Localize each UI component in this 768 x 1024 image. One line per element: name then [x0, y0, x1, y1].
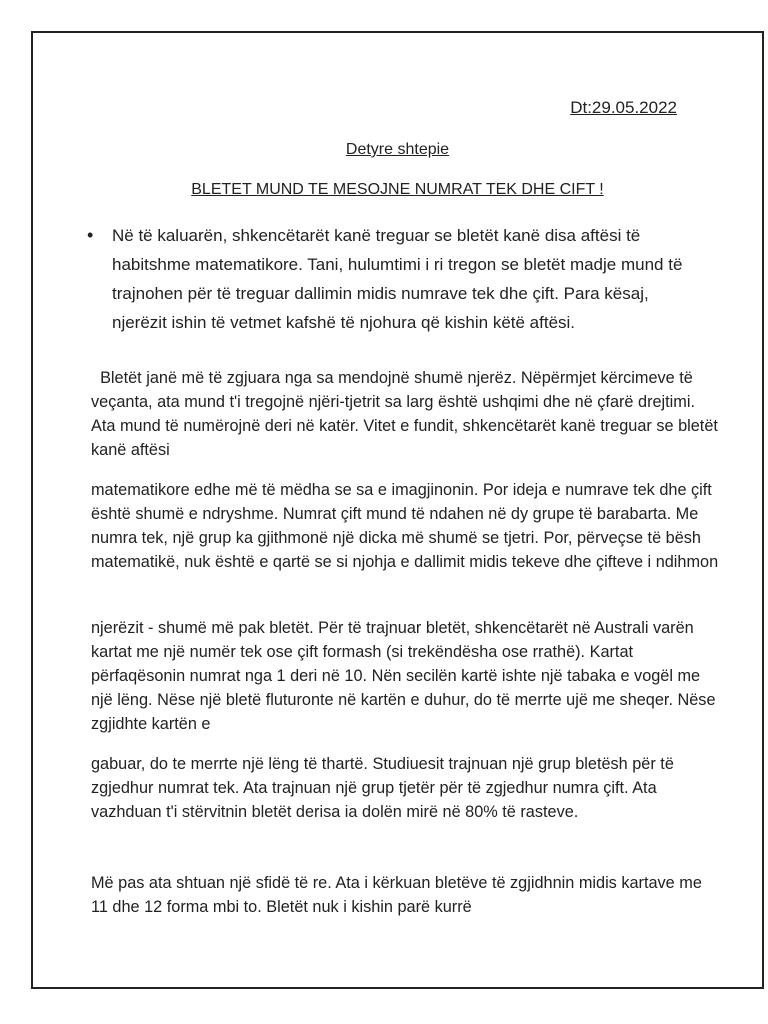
document-heading: Detyre shtepie — [345, 141, 450, 158]
document-date: Dt:29.05.2022 — [570, 98, 677, 117]
body-paragraph-4: gabuar, do te merrte një lëng të thartë. Studiuesit trajnuan një grup bletësh për të zgjedhur numrat tek. Ata trajnuan një grup tjetër për të zgjedhur numra çift. Ata vazhduan t'i stërvitnin bletët derisa ia dolën mirë në 80% të rasteve. — [91, 755, 674, 821]
document-title: BLETET MUND TE MESOJNE NUMRAT TEK DHE CIFT ! — [191, 181, 604, 198]
body-paragraph-5: Më pas ata shtuan një sfidë të re. Ata i kërkuan bletëve të zgjidhnin midis kartave me 11 dhe 12 forma mbi to. Bletët nuk i kishin parë kurrë — [91, 874, 702, 916]
document-page — [31, 31, 764, 989]
bullet-icon: • — [87, 225, 94, 245]
body-paragraph-2: matematikore edhe më të mëdha se sa e imagjinonin. Por ideja e numrave tek dhe çift është shumë e ndryshme. Numrat çift mund të ndahen në dy grupe të barabarta. Me numra tek, një grup ka gjithmonë një dicka më shumë se tjetri. Por, përveçse të bësh matematikë, nuk është e qartë se si njohja e dallimit midis tekeve dhe çifteve i ndihmon — [91, 481, 719, 571]
body-paragraph-3: njerëzit - shumë më pak bletët. Për të trajnuar bletët, shkencëtarët në Australi varën kartat me një numër tek ose çift formash (si trekëndësha ose rrathë). Kartat përfaqësonin numrat nga 1 deri në 10. Nën secilën kartë ishte një tabaka e vogël me një lëng. Nëse një bletë fluturonte në kartën e duhur, do të merrte ujë me sheqer. Nëse zgjidhte kartën e — [91, 619, 716, 733]
bullet-paragraph: Në të kaluarën, shkencëtarët kanë treguar se bletët kanë disa aftësi të habitshme matematikore. Tani, hulumtimi i ri tregon se bletët madje mund të trajnohen për të treguar dallimin midis numrave tek dhe çift. Para kësaj, njerëzit ishin të vetmet kafshë të njohura që kishin këtë aftësi. — [112, 226, 683, 332]
bullet-list-item — [87, 221, 697, 337]
body-paragraph-1: Bletët janë më të zgjuara nga sa mendojnë shumë njerëz. Nëpërmjet kërcimeve të veçanta, ata mund t'i tregojnë njëri-tjetrit sa larg është ushqimi dhe në çfarë drejtimi. Ata mund të numërojnë deri në katër. Vitet e fundit, shkencëtarët kanë treguar se bletët kanë aftësi — [91, 369, 723, 459]
